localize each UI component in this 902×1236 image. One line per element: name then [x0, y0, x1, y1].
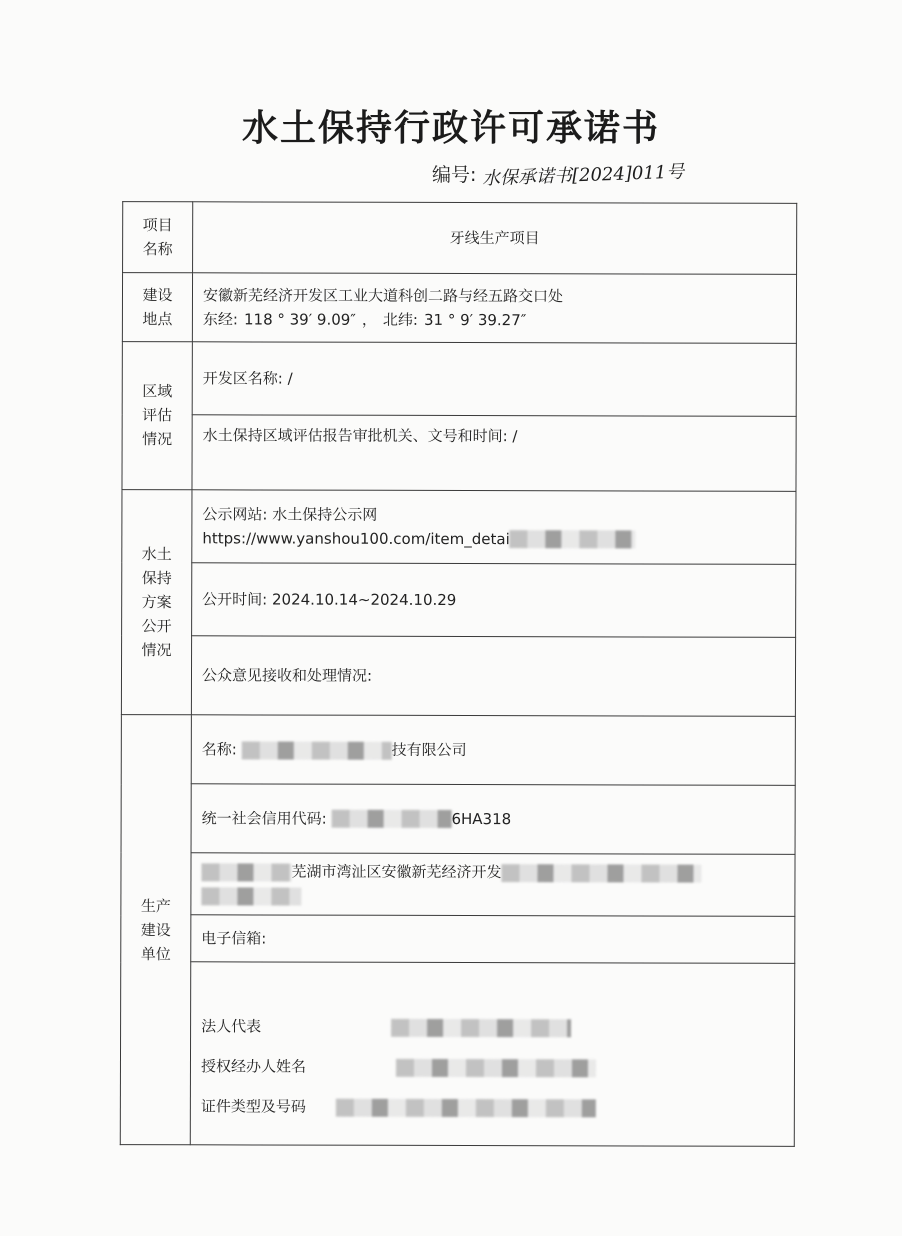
unit-name-suffix: 技有限公司: [391, 741, 467, 760]
redacted-block: [335, 1099, 595, 1118]
label-line: 区域: [142, 382, 173, 401]
serial-handwritten: 水保承诺书[2024]011号: [482, 161, 686, 190]
label-line: 评估: [142, 406, 173, 425]
label-line: 建设: [140, 920, 171, 939]
regional-zone-name: 开发区名称: /: [192, 341, 796, 416]
row-unit-representatives: [120, 962, 794, 1146]
unit-name-cell: [191, 715, 795, 785]
label-line: 情况: [141, 641, 172, 660]
regional-approval: 水土保持区域评估报告审批机关、文号和时间: /: [192, 414, 796, 491]
disclosure-url-line: [202, 526, 785, 552]
location-address: 安徽新芜经济开发区工业大道科创二路与经五路交口处: [202, 286, 564, 306]
row-disclosure-site: [122, 489, 796, 564]
label-line: 地点: [142, 309, 173, 328]
project-name-value: 牙线生产项目: [193, 202, 797, 274]
credit-code-suffix: 6HA318: [451, 809, 512, 829]
id-type-label: 证件类型及号码: [200, 1097, 306, 1116]
unit-credit-cell: [191, 784, 795, 854]
latitude-value: 31 ° 9′ 39.27″: [423, 310, 527, 329]
row-unit-email: [121, 915, 795, 964]
redacted-block: [201, 863, 291, 881]
unit-name-label: 名称:: [201, 740, 237, 759]
row-regional-approval: [122, 414, 796, 491]
document-title: 水土保持行政许可承诺书: [241, 108, 660, 149]
label-line: 情况: [142, 430, 173, 449]
disclosure-url: https://www.yanshou100.com/item_detai: [202, 529, 510, 548]
coord-separator: ，: [361, 310, 377, 329]
unit-address-line: [201, 860, 784, 886]
unit-representatives-cell: [190, 962, 794, 1146]
label-line: 名称: [142, 240, 173, 259]
agent-label: 授权经办人姓名: [200, 1057, 307, 1076]
redacted-block: [242, 741, 392, 759]
label-project-name: [123, 202, 193, 273]
id-type-line: [201, 1087, 784, 1129]
row-regional-zone: [122, 341, 796, 416]
row-unit-credit-code: [121, 784, 795, 854]
legal-rep-line: [201, 1007, 784, 1049]
label-line: 生产: [140, 896, 171, 915]
redacted-block: [201, 887, 301, 905]
row-location: [122, 272, 796, 342]
redacted-block: [391, 1019, 571, 1037]
commitment-form-table: [120, 201, 797, 1147]
serial-number: [432, 160, 686, 190]
row-disclosure-period: [122, 562, 796, 637]
disclosure-feedback: 公众意见接收和处理情况:: [191, 636, 795, 717]
unit-address-line-2: [201, 884, 784, 910]
row-disclosure-feedback: [121, 635, 795, 716]
row-unit-name: [121, 715, 795, 785]
label-line: 建设: [142, 285, 173, 304]
label-line: 项目: [142, 216, 173, 235]
location-value: [192, 273, 796, 343]
redacted-block: [510, 530, 636, 548]
location-coordinates: [203, 307, 786, 333]
unit-email: 电子信箱:: [191, 915, 795, 964]
disclosure-period: 公开时间: 2024.10.14~2024.10.29: [192, 563, 796, 638]
label-location: [122, 272, 192, 341]
row-project-name: [123, 202, 797, 275]
unit-address-cell: [191, 853, 795, 917]
longitude-label: 东经:: [202, 310, 239, 329]
unit-address-mid: 芜湖市湾沚区安徽新芜经济开发: [291, 863, 502, 882]
credit-code-label: 统一社会信用代码:: [201, 809, 327, 828]
label-disclosure: [121, 489, 192, 715]
label-regional-assessment: [122, 341, 192, 489]
label-line: 方案: [141, 593, 172, 612]
label-line: 水土: [141, 545, 172, 564]
disclosure-site: 公示网站: 水土保持公示网: [202, 505, 378, 524]
label-line: 单位: [140, 944, 171, 963]
label-construction-unit: [120, 715, 191, 1145]
legal-rep-label: 法人代表: [201, 1017, 262, 1036]
redacted-block: [501, 864, 701, 883]
serial-label: 编号:: [432, 164, 477, 186]
longitude-value: 118 ° 39′ 9.09″: [243, 310, 356, 329]
agent-line: [201, 1047, 784, 1089]
label-line: 公开: [141, 617, 172, 636]
redacted-block: [331, 810, 451, 828]
label-line: 保持: [141, 569, 172, 588]
latitude-label: 北纬:: [382, 310, 419, 329]
row-unit-address: [121, 852, 795, 916]
disclosure-site-cell: [192, 490, 796, 565]
redacted-block: [396, 1059, 596, 1078]
